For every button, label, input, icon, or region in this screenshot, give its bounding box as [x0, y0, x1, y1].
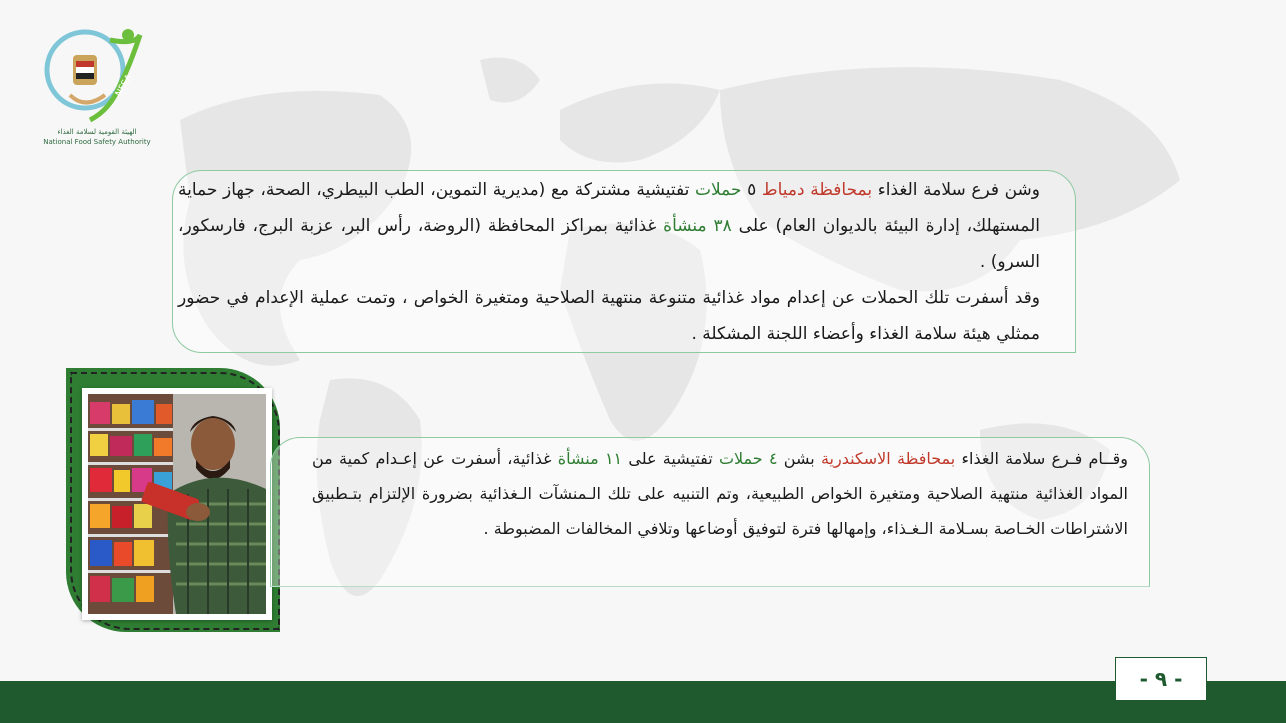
- text-segment: وقــام فـرع سلامة الغذاء: [955, 449, 1128, 468]
- nfsa-logo: [30, 20, 180, 150]
- inspector-shelves-image: [88, 394, 266, 614]
- facilities-highlight: ٣٨ منشأة: [663, 216, 732, 236]
- text-segment: بشن: [777, 449, 821, 468]
- text-segment: ٥: [741, 180, 762, 200]
- text-segment: وشن فرع سلامة الغذاء: [872, 180, 1041, 200]
- text-segment: غذائية، أسفرت عن إعـدام كمية من المواد الغذائية منتهية الصلاحية ومتغيرة الخواص الطبيعية، وتم التنبيه على تلك الـمنشآت الـغذائية بضرورة الإلتزام بتـطبيق الاشتراطات الخـاصة بسـلامة الـغـذاء، وإمهالها فترة لتوفيق أوضاعها وتلافي المخالفات المضبوطة .: [312, 449, 1128, 538]
- text-segment: وقد أسفرت تلك الحملات عن إعدام مواد غذائية متنوعة منتهية الصلاحية ومتغيرة الخواص ، وتمت عملية الإعدام في حضور ممثلي هيئة سلامة الغذاء وأعضاء اللجنة المشكلة .: [178, 288, 1040, 344]
- page-number: - ٩ -: [1115, 657, 1207, 701]
- logo-arabic-name: الهيئة القومية لسلامة الغذاء: [57, 128, 137, 136]
- governorate-name: بمحافظة دمياط: [761, 180, 873, 200]
- nfsa-emblem-icon: [40, 25, 150, 125]
- text-segment: تفتيشية على: [622, 449, 719, 468]
- text-segment: تفتيشية مشتركة مع (مديرية التموين، الطب البيطري، الصحة، جهاز حماية المستهلك، إدارة البيئة بالديوان العام) على: [178, 180, 1040, 236]
- footer-bar: [0, 681, 1286, 723]
- paragraph-damietta: [178, 172, 1040, 352]
- facilities-highlight: ١١ منشأة: [557, 449, 623, 468]
- inspection-photo: [82, 388, 272, 620]
- paragraph-alexandria: [312, 441, 1128, 546]
- logo-english-name: National Food Safety Authority: [43, 138, 151, 146]
- governorate-name: بمحافظة الاسكندرية: [820, 449, 956, 468]
- campaigns-highlight: ٤ حملات: [718, 449, 778, 468]
- campaigns-highlight: حملات: [694, 180, 742, 200]
- svg-text:NFSA: NFSA: [113, 72, 135, 99]
- text-segment: غذائية بمراكز المحافظة (الروضة، رأس البر، عزبة البرج، فارسكور، السرو) .: [178, 216, 1040, 272]
